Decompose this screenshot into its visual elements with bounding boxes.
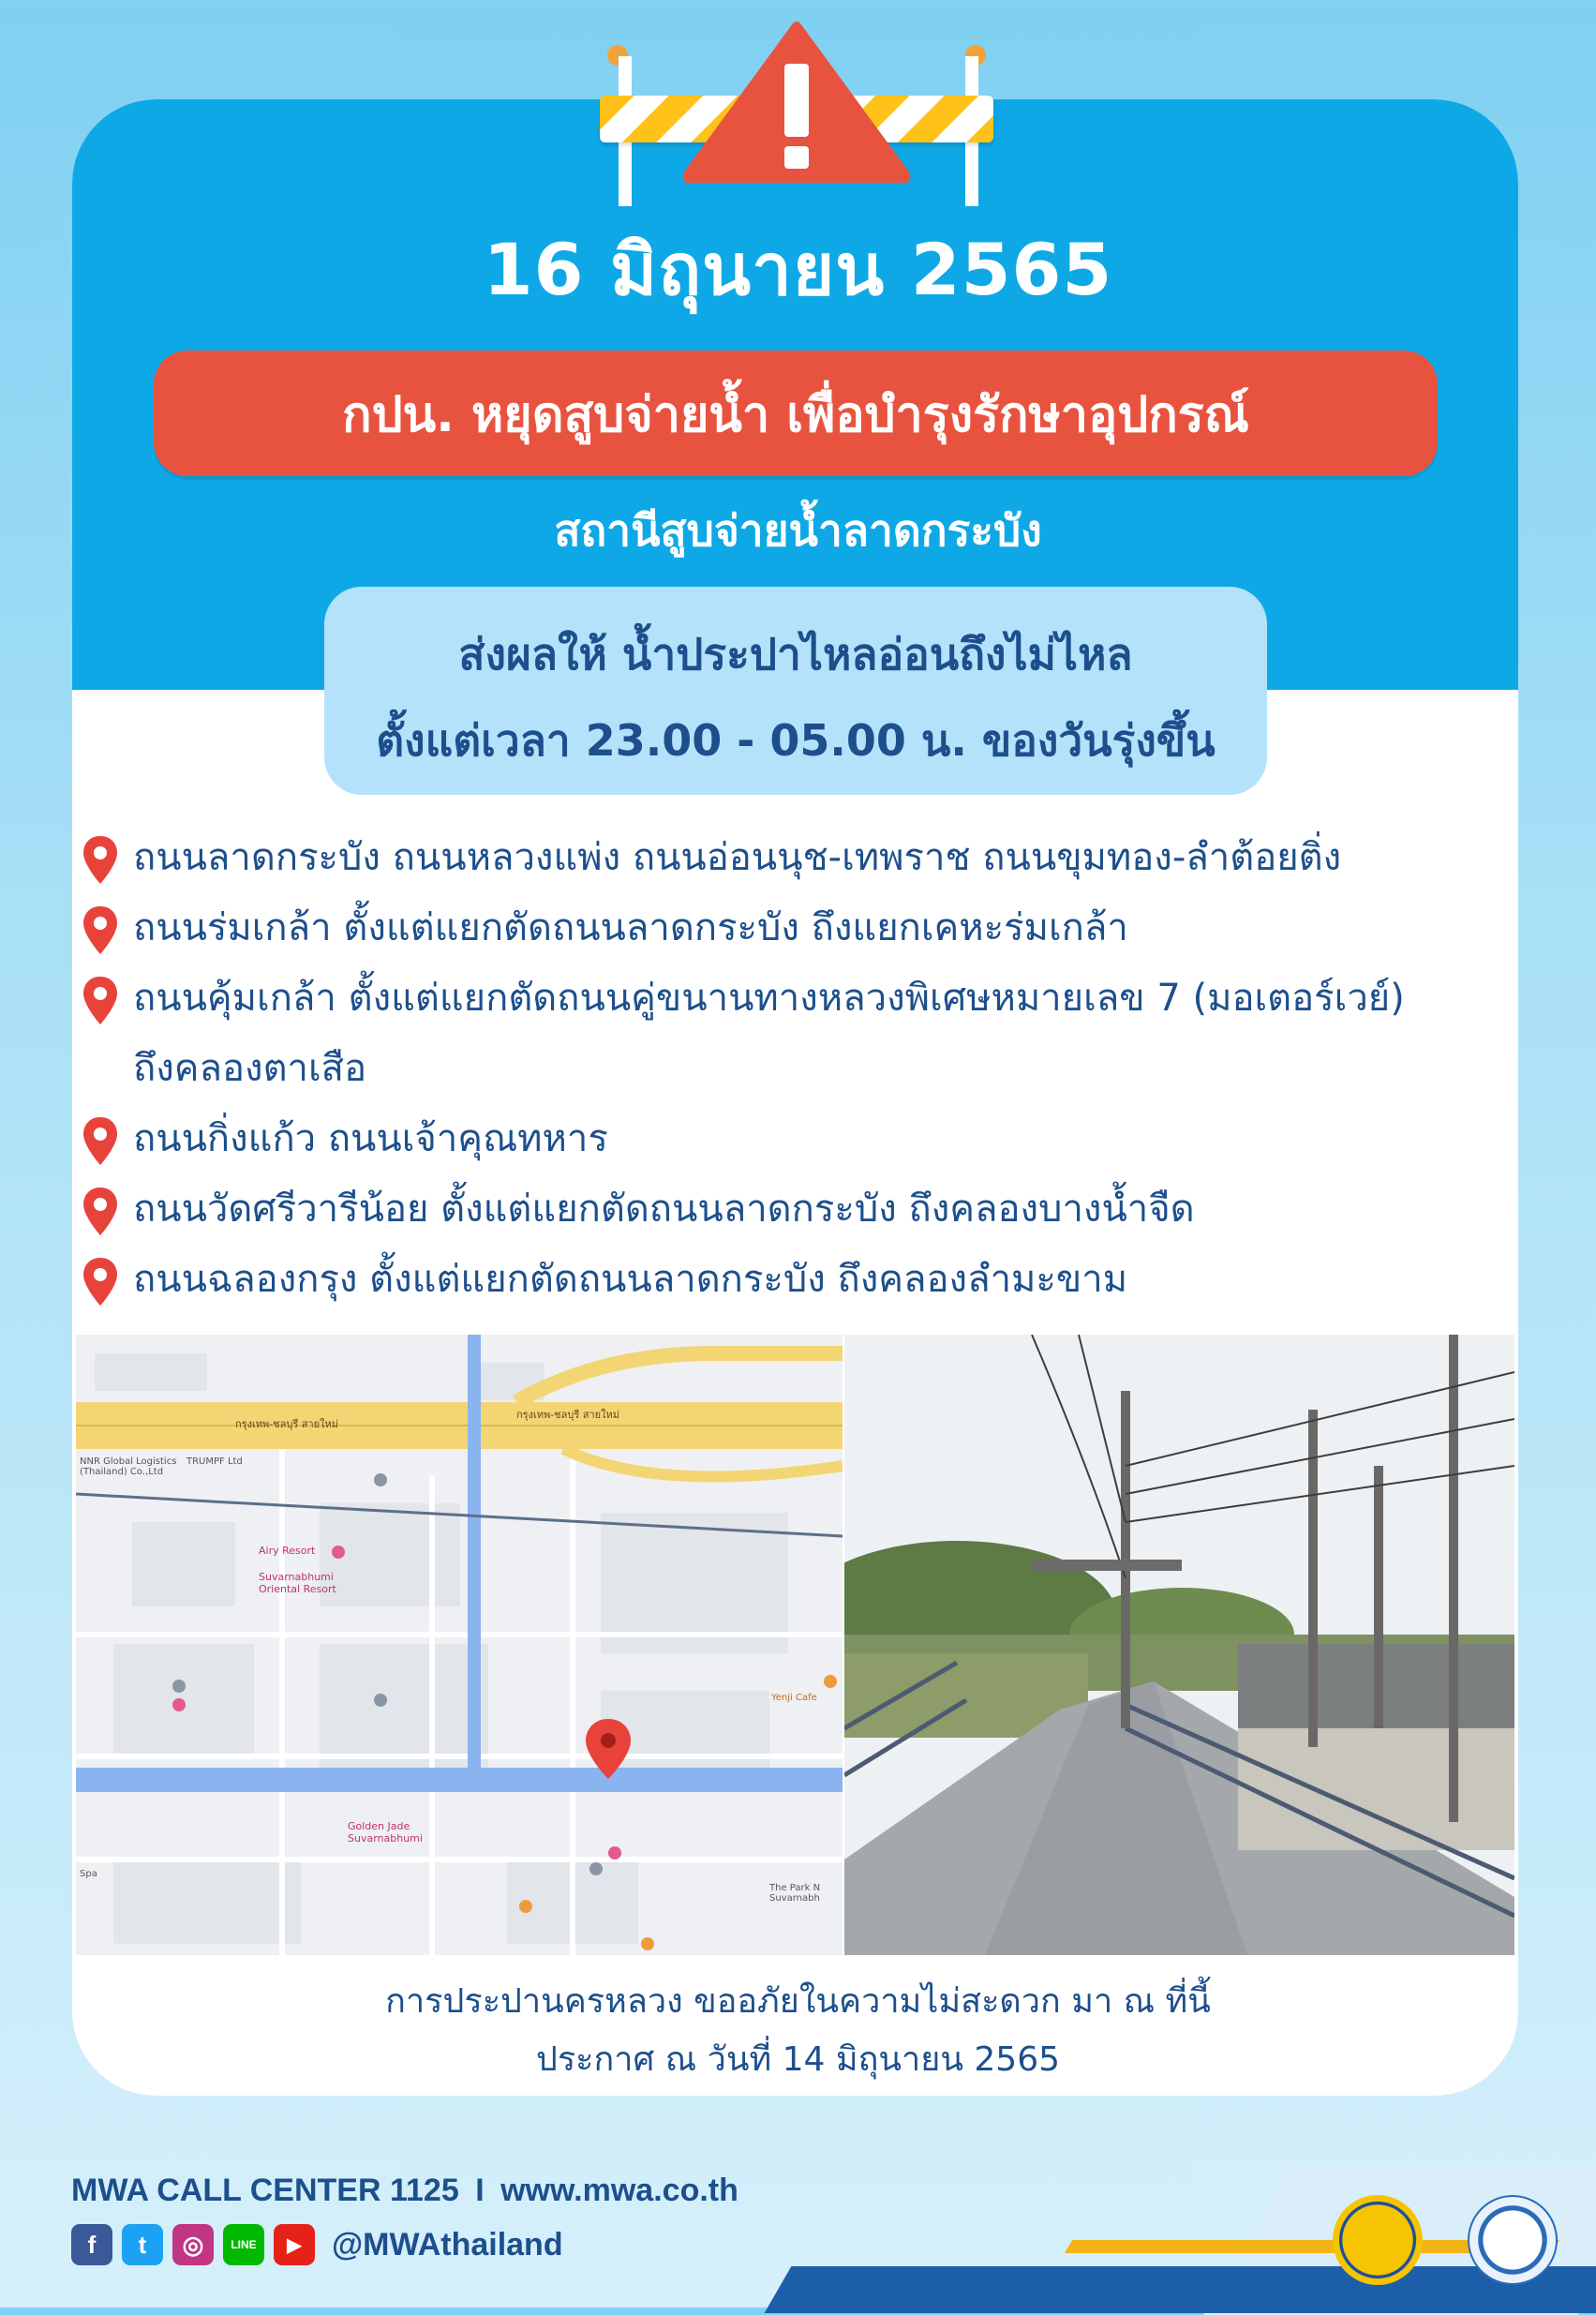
social-handle[interactable]: @MWAthailand	[332, 2226, 563, 2263]
map-label-yenji: Yenji Cafe	[771, 1693, 817, 1703]
list-item	[81, 1174, 1543, 1245]
footer-decor-stripe-blue	[765, 2266, 1596, 2313]
street-photo	[844, 1335, 1514, 1955]
map-pin-icon	[81, 834, 120, 887]
area-text: ถนนลาดกระบัง ถนนหลวงแพ่ง ถนนอ่อนนุช-เทพราช ถนนขุมทอง-ลำต้อยติ่ง	[133, 836, 1342, 879]
list-item-continuation	[81, 1034, 1543, 1104]
location-images	[76, 1335, 1514, 1955]
map-label-highway: กรุงเทพ-ชลบุรี สายใหม่	[516, 1409, 619, 1421]
map-pin-icon	[81, 975, 120, 1027]
map-label-golden-jade: Golden Jade Suvarnabhumi	[348, 1820, 423, 1845]
effect-line-2: ตั้งแต่เวลา 23.00 - 05.00 น. ของวันรุ่งขึ้น	[376, 715, 1216, 766]
website-link[interactable]: www.mwa.co.th	[500, 2173, 738, 2208]
effect-box	[324, 587, 1267, 795]
area-text: ถนนคุ้มเกล้า ตั้งแต่แยกตัดถนนคู่ขนานทางหลวงพิเศษหมายเลข 7 (มอเตอร์เวย์)	[133, 977, 1405, 1020]
mwa-logo-icon	[1468, 2195, 1558, 2285]
area-text: ถนนฉลองกรุง ตั้งแต่แยกตัดถนนลาดกระบัง ถึงคลองลำมะขาม	[133, 1258, 1128, 1301]
map-label-spa: Spa	[80, 1869, 97, 1879]
facebook-icon[interactable]: f	[71, 2224, 112, 2265]
map-pin-icon	[81, 1256, 120, 1308]
warning-icon	[679, 19, 914, 183]
street-photo-drawing	[844, 1335, 1514, 1955]
affected-areas-list	[81, 823, 1543, 1315]
list-item	[81, 1104, 1543, 1174]
announce-date: ประกาศ ณ วันที่ 14 มิถุนายน 2565	[535, 2040, 1061, 2079]
youtube-icon[interactable]: ▶	[274, 2224, 315, 2265]
notice-banner-text: กปน. หยุดสูบจ่ายน้ำ เพื่อบำรุงรักษาอุปกรณ์	[342, 386, 1249, 443]
station-name: สถานีสูบจ่ายน้ำลาดกระบัง	[554, 505, 1042, 556]
map-label-airy: Airy Resort	[259, 1545, 316, 1557]
footer-contact	[71, 2173, 738, 2209]
notice-date: 16 มิถุนายน 2565	[483, 228, 1113, 311]
map-pin-icon	[81, 1186, 120, 1238]
effect-line-1: ส่งผลให้ น้ำประปาไหลอ่อนถึงไม่ไหล	[458, 629, 1133, 680]
map-label-park: The Park N Suvarnabh	[769, 1883, 821, 1904]
area-text: ถนนร่มเกล้า ตั้งแต่แยกตัดถนนลาดกระบัง ถึงแยกเคหะร่มเกล้า	[133, 906, 1128, 949]
list-item	[81, 963, 1543, 1034]
map-label-trumpf: TRUMPF Ltd	[186, 1456, 243, 1467]
area-text: ถนนกิ่งแก้ว ถนนเจ้าคุณทหาร	[133, 1117, 608, 1160]
apology-text: การประปานครหลวง ขออภัยในความไม่สะดวก มา ณ ที่นี้	[385, 1982, 1211, 2021]
list-item	[81, 893, 1543, 963]
map-drawing	[76, 1335, 843, 1955]
area-text: ถนนวัดศรีวารีน้อย ตั้งแต่แยกตัดถนนลาดกระบัง ถึงคลองบางน้ำจืด	[133, 1187, 1195, 1231]
separator: I	[475, 2173, 485, 2208]
instagram-icon[interactable]: ◎	[172, 2224, 214, 2265]
government-emblem-icon	[1333, 2195, 1423, 2285]
map-label-logistics: NNR Global Logistics (Thailand) Co.,Ltd	[80, 1456, 177, 1477]
list-item	[81, 1245, 1543, 1315]
map-label-suvarnabhumi-oriental: Suvarnabhumi Oriental Resort	[259, 1571, 336, 1595]
list-item	[81, 823, 1543, 893]
map-pin-icon	[81, 1115, 120, 1168]
twitter-icon[interactable]: t	[122, 2224, 163, 2265]
area-text: ถึงคลองตาเสือ	[133, 1047, 367, 1090]
line-icon[interactable]: LINE	[223, 2224, 264, 2265]
map-label-highway: กรุงเทพ-ชลบุรี สายใหม่	[235, 1418, 338, 1430]
social-links	[71, 2221, 563, 2268]
call-center: MWA CALL CENTER 1125	[71, 2173, 459, 2208]
location-map	[76, 1335, 843, 1955]
map-pin-icon	[81, 904, 120, 957]
notice-banner	[154, 351, 1438, 476]
